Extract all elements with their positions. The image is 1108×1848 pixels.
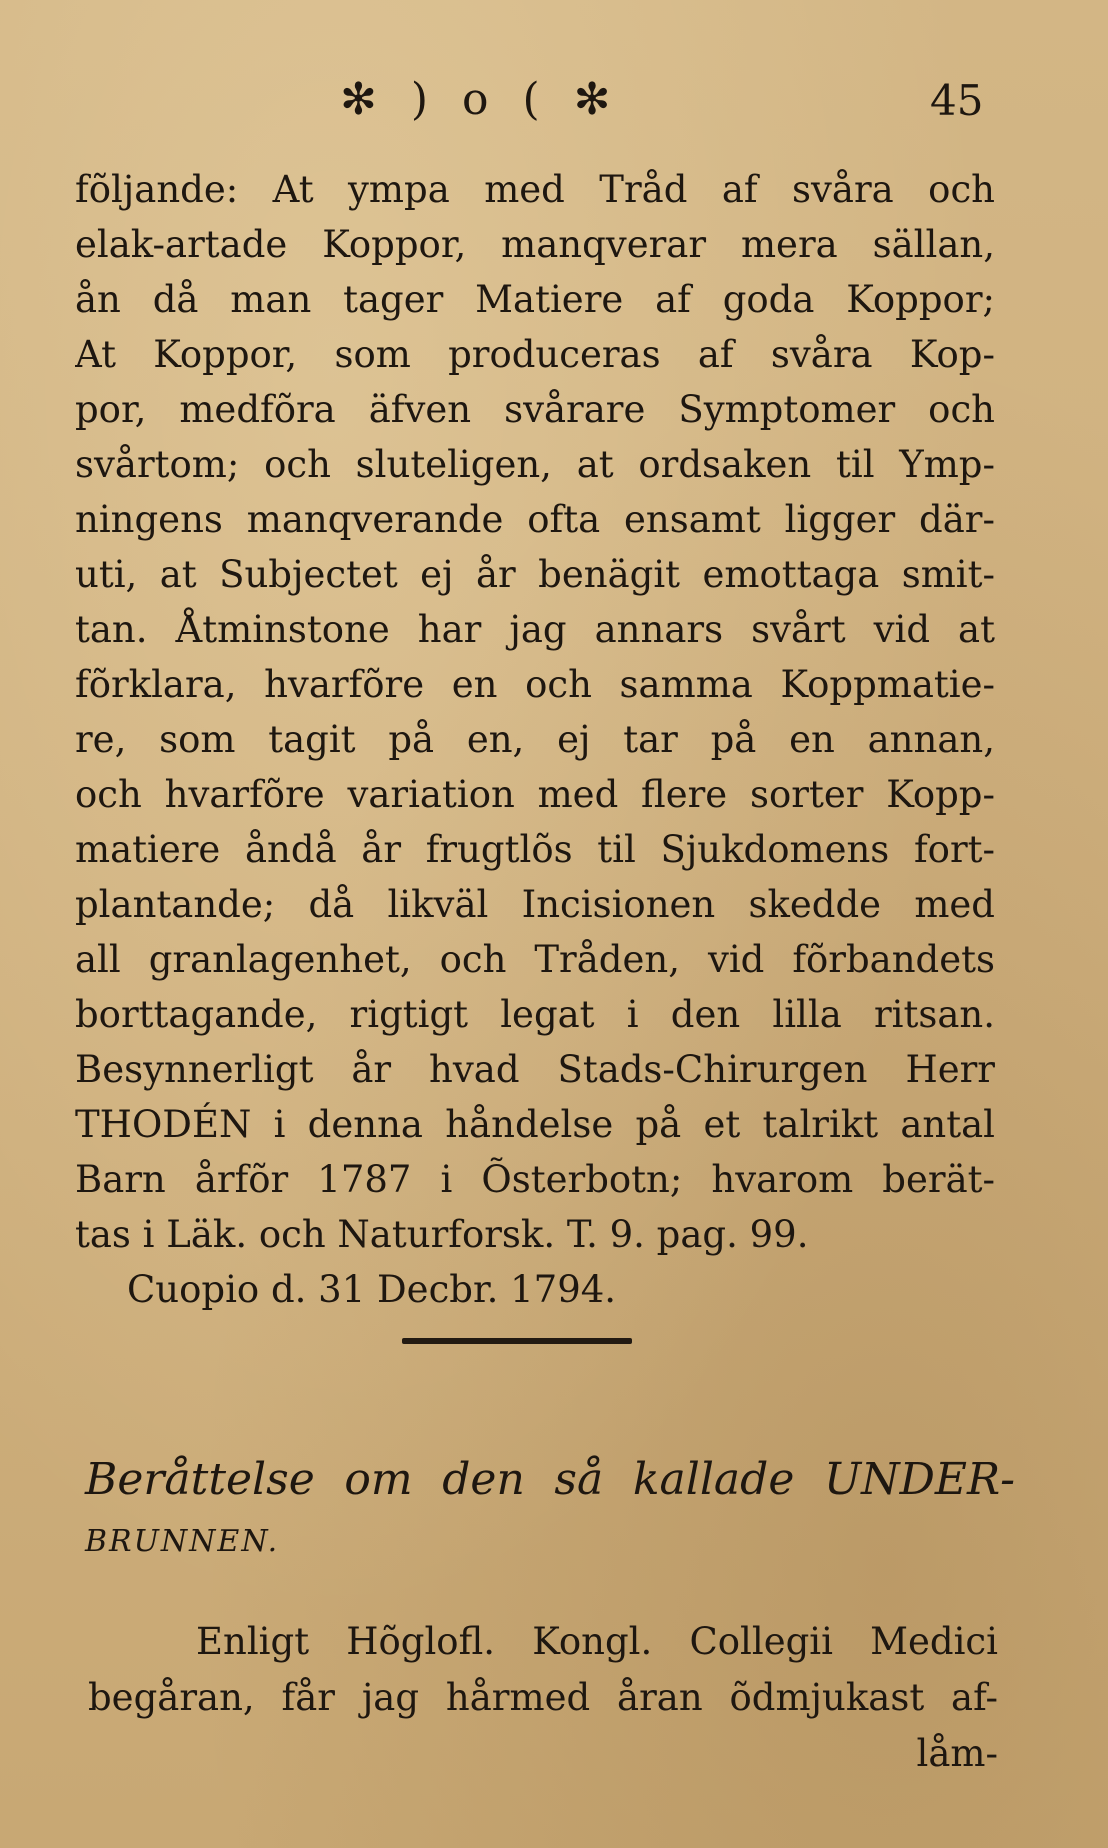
text-line: fõrklara, hvarfõre en och samma Koppmatie-	[75, 663, 995, 706]
page-header	[0, 70, 1108, 140]
text-line: Enligt Hõglofl. Kongl. Collegii Medici	[196, 1620, 998, 1663]
text-line: begåran, får jag hårmed åran õdmjukast af-	[88, 1676, 998, 1719]
text-line: tan. Åtminstone har jag annars svårt vid at	[75, 608, 995, 651]
text-line: ån då man tager Matiere af goda Koppor;	[75, 278, 995, 321]
section-divider	[402, 1338, 632, 1344]
text-line: elak-artade Koppor, manqverar mera sällan,	[75, 223, 995, 266]
header-ornament: ✻ ) o ( ✻	[340, 74, 621, 125]
section-title: Beråttelse om den så kallade UNDER-	[85, 1454, 1015, 1505]
text-line: Besynnerligt år hvad Stads-Chirurgen Herr	[75, 1048, 995, 1091]
text-line: tas i Läk. och Naturforsk. T. 9. pag. 99.	[75, 1213, 809, 1256]
text-line: borttagande, rigtigt legat i den lilla ritsan.	[75, 993, 995, 1036]
closing-text	[88, 1614, 998, 1782]
catchword: låm-	[916, 1732, 998, 1775]
text-line: At Koppor, som produceras af svåra Kop-	[75, 333, 995, 376]
text-line: fõljande: At ympa med Tråd af svåra och	[75, 168, 995, 211]
text-line: por, medfõra äfven svårare Symptomer och	[75, 388, 995, 431]
text-line: re, som tagit på en, ej tar på en annan,	[75, 718, 995, 761]
text-line: svårtom; och sluteligen, at ordsaken til Ymp-	[75, 443, 995, 486]
text-line: ningens manqverande ofta ensamt ligger där-	[75, 498, 995, 541]
section-title-continuation: BRUNNEN.	[85, 1524, 280, 1559]
text-line: all granlagenhet, och Tråden, vid fõrbandets	[75, 938, 995, 981]
body-text	[75, 162, 995, 1317]
text-line: THODÉN i denna håndelse på et talrikt antal	[75, 1103, 995, 1146]
page-number: 45	[930, 76, 984, 125]
signature-line: Cuopio d. 31 Decbr. 1794.	[127, 1268, 617, 1311]
text-line: plantande; då likväl Incisionen skedde med	[75, 883, 995, 926]
text-line: uti, at Subjectet ej år benägit emottaga smit-	[75, 553, 995, 596]
text-line: Barn årfõr 1787 i Õsterbotn; hvarom berät-	[75, 1158, 995, 1201]
text-line: och hvarfõre variation med flere sorter Kopp-	[75, 773, 995, 816]
text-line: matiere åndå år frugtlõs til Sjukdomens fort-	[75, 828, 995, 871]
